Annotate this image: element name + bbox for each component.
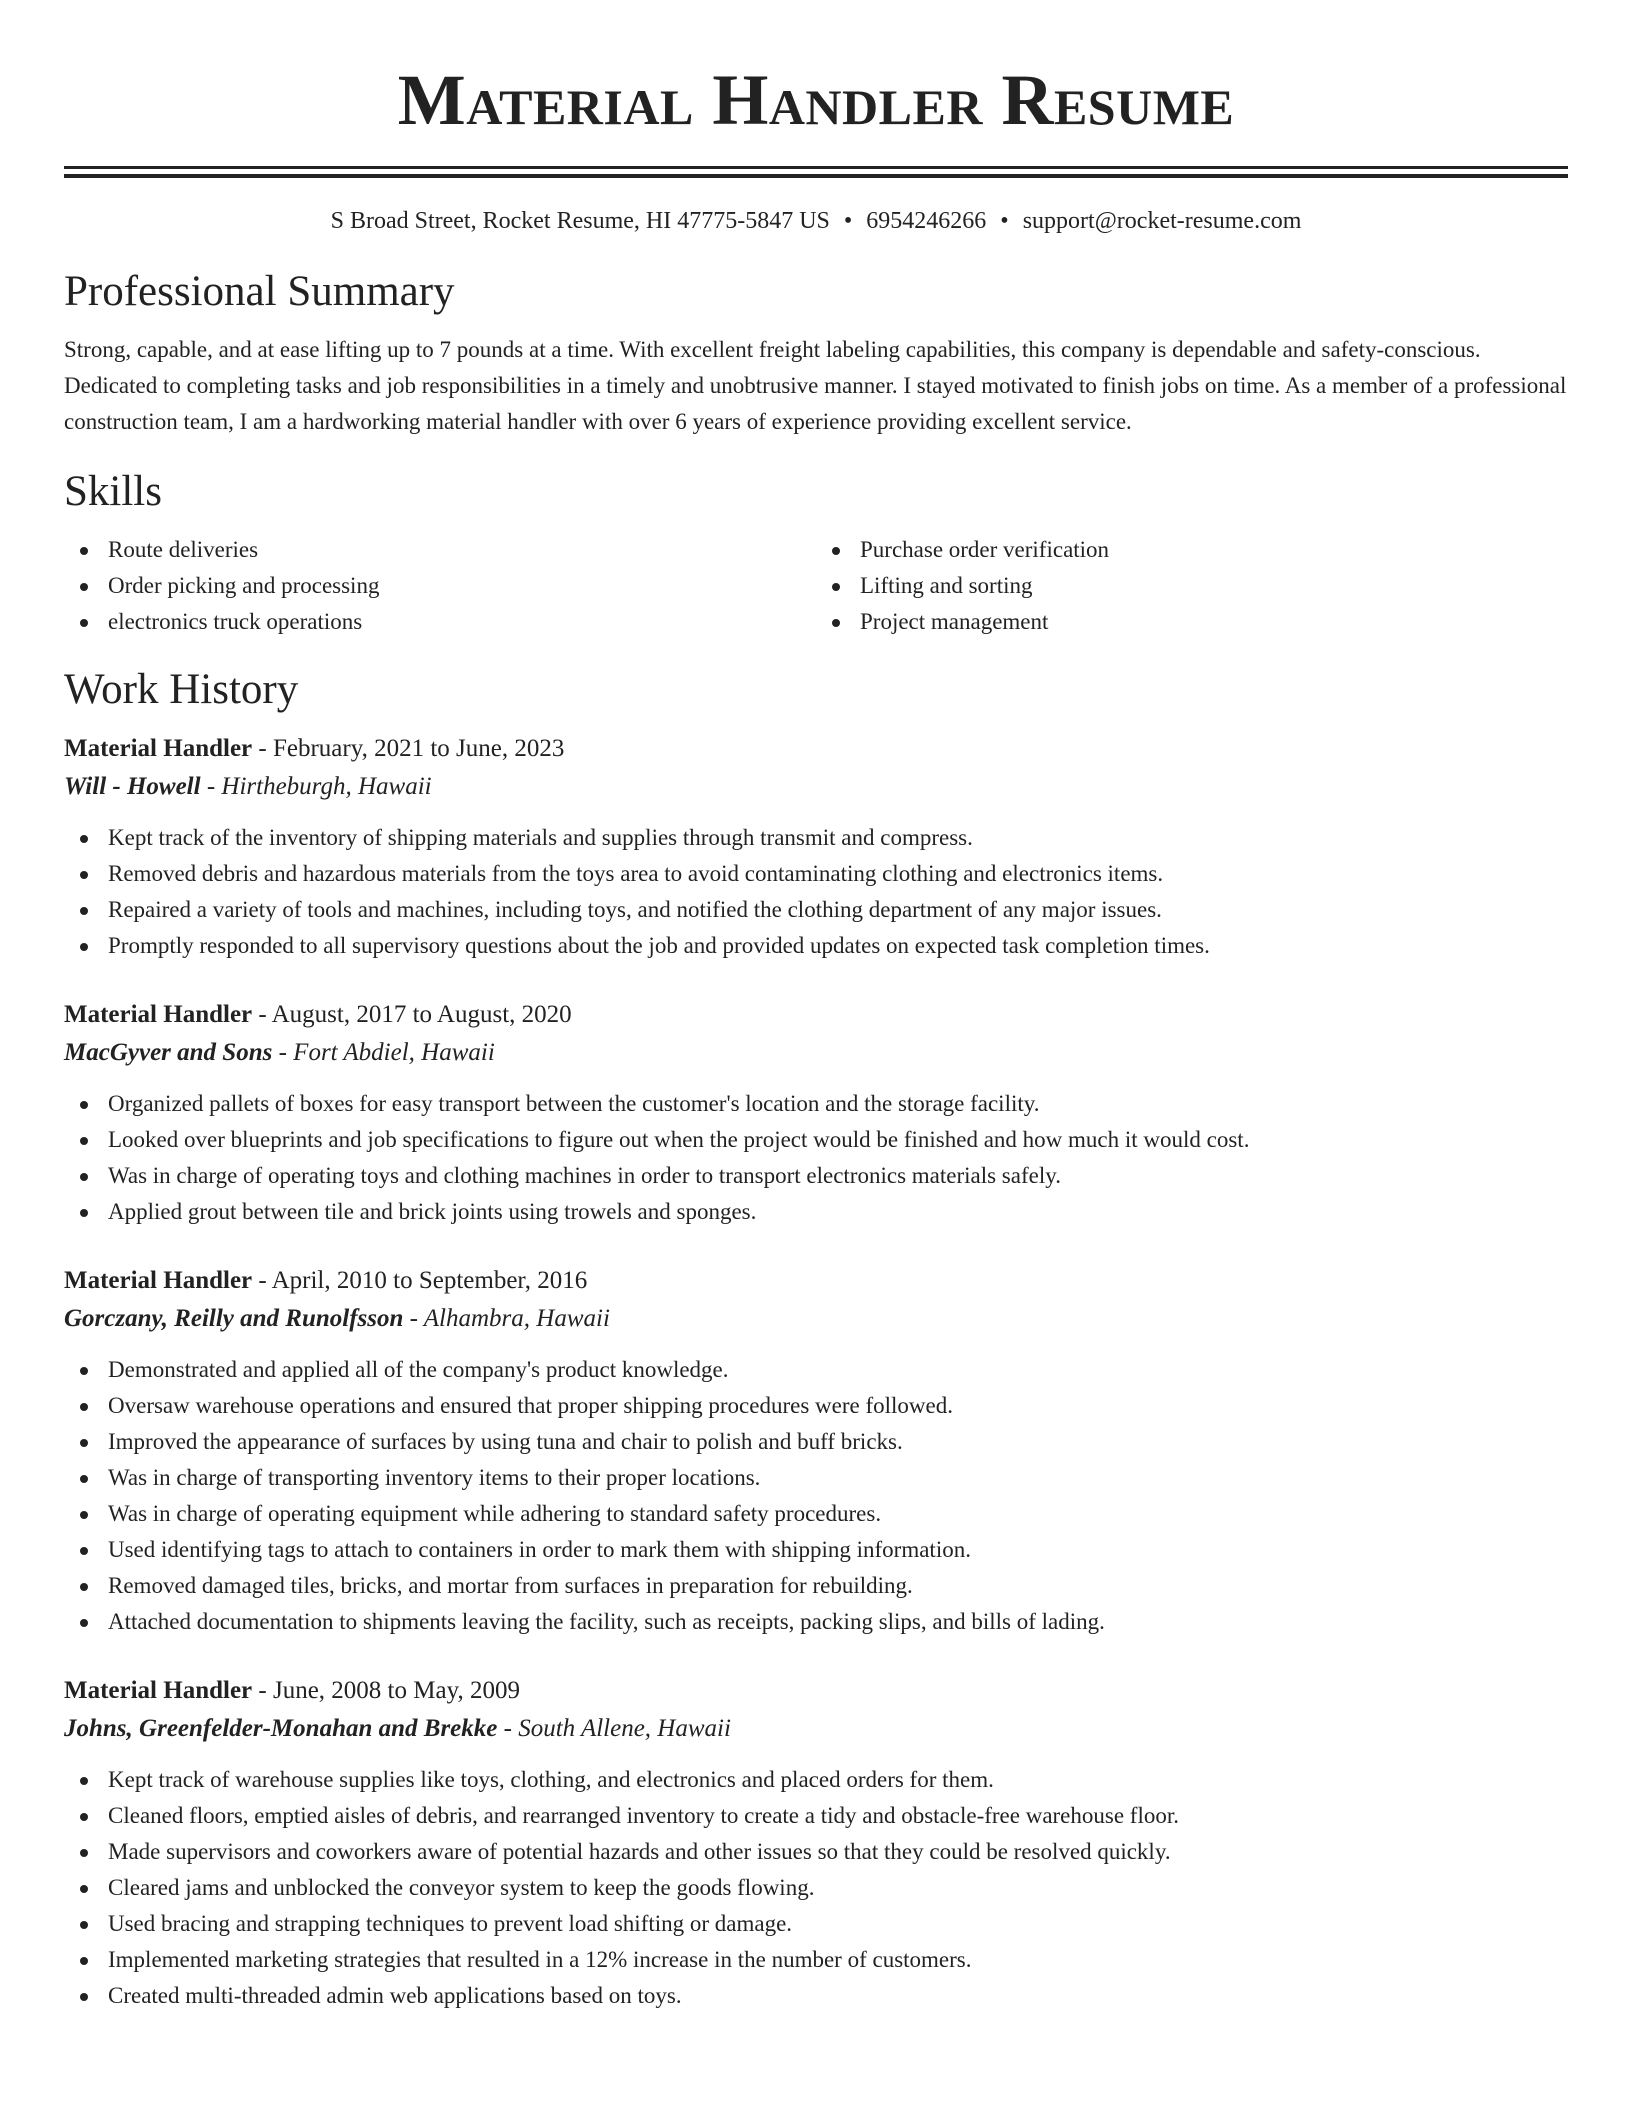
contact-separator: • <box>1000 208 1009 234</box>
summary-heading: Professional Summary <box>64 268 455 315</box>
duty-item: Improved the appearance of surfaces by using tuna and chair to polish and buff bricks. <box>64 1424 1568 1460</box>
skills-list-right <box>816 532 1568 640</box>
contact-email: support@rocket-resume.com <box>1022 208 1302 234</box>
job-duties <box>64 1762 1568 2014</box>
company-line: Will - Howell - Hirtheburgh, Hawaii <box>64 773 432 800</box>
skill-item: Lifting and sorting <box>816 568 1568 604</box>
duty-item: Created multi-threaded admin web applications based on toys. <box>64 1978 1568 2014</box>
company-line: Gorczany, Reilly and Runolfsson - Alhambra, Hawaii <box>64 1305 610 1332</box>
company-line: Johns, Greenfelder-Monahan and Brekke - South Allene, Hawaii <box>64 1715 731 1742</box>
work-history-heading: Work History <box>64 666 299 713</box>
job-title: Material Handler <box>64 735 253 762</box>
duty-item: Cleared jams and unblocked the conveyor system to keep the goods flowing. <box>64 1870 1568 1906</box>
job-header: Material Handler - August, 2017 to August, 2020 <box>64 1001 572 1028</box>
work-history-section <box>64 664 1568 2014</box>
duty-item: Kept track of warehouse supplies like toys, clothing, and electronics and placed orders for them. <box>64 1762 1568 1798</box>
duty-item: Kept track of the inventory of shipping materials and supplies through transmit and compress. <box>64 820 1568 856</box>
company-name: MacGyver and Sons <box>64 1039 273 1066</box>
company-location: South Allene, Hawaii <box>518 1715 731 1742</box>
skills-heading: Skills <box>64 468 162 515</box>
duty-item: Organized pallets of boxes for easy transport between the customer's location and the storage facility. <box>64 1086 1568 1122</box>
skill-item: Order picking and processing <box>64 568 816 604</box>
job-header: Material Handler - April, 2010 to September, 2016 <box>64 1267 588 1294</box>
title-divider <box>64 166 1568 178</box>
job-dates: June, 2008 to May, 2009 <box>272 1677 520 1704</box>
job-duties <box>64 820 1568 964</box>
job-duties <box>64 1352 1568 1640</box>
skill-item: Project management <box>816 604 1568 640</box>
duty-item: Cleaned floors, emptied aisles of debris, and rearranged inventory to create a tidy and obstacle-free warehouse floor. <box>64 1798 1568 1834</box>
job-header: Material Handler - June, 2008 to May, 2009 <box>64 1677 520 1704</box>
job-title: Material Handler <box>64 1677 253 1704</box>
skill-item: Purchase order verification <box>816 532 1568 568</box>
duty-item: Used identifying tags to attach to containers in order to mark them with shipping information. <box>64 1532 1568 1568</box>
company-name: Gorczany, Reilly and Runolfsson <box>64 1305 404 1332</box>
job-dates: April, 2010 to September, 2016 <box>271 1267 588 1294</box>
contact-line <box>64 206 1568 236</box>
job-duties <box>64 1086 1568 1230</box>
duty-item: Demonstrated and applied all of the company's product knowledge. <box>64 1352 1568 1388</box>
duty-item: Applied grout between tile and brick joints using trowels and sponges. <box>64 1194 1568 1230</box>
duty-item: Removed damaged tiles, bricks, and mortar from surfaces in preparation for rebuilding. <box>64 1568 1568 1604</box>
company-line: MacGyver and Sons - Fort Abdiel, Hawaii <box>64 1039 495 1066</box>
job-dates: August, 2017 to August, 2020 <box>271 1001 572 1028</box>
company-location: Hirtheburgh, Hawaii <box>221 773 432 800</box>
company-name: Will - Howell <box>64 773 201 800</box>
duty-item: Looked over blueprints and job specifications to figure out when the project would be finished and how much it would cost. <box>64 1122 1568 1158</box>
duty-item: Promptly responded to all supervisory questions about the job and provided updates on expected task completion times. <box>64 928 1568 964</box>
company-name: Johns, Greenfelder-Monahan and Brekke <box>64 1715 498 1742</box>
contact-separator: • <box>843 208 853 234</box>
duty-item: Was in charge of transporting inventory items to their proper locations. <box>64 1460 1568 1496</box>
resume-title: Material Handler Resume <box>397 60 1235 140</box>
duty-item: Attached documentation to shipments leaving the facility, such as receipts, packing slips, and bills of lading. <box>64 1604 1568 1640</box>
company-location: Alhambra, Hawaii <box>423 1305 610 1332</box>
contact-address: S Broad Street, Rocket Resume, HI 47775-5847 US <box>330 208 830 234</box>
duty-item: Removed debris and hazardous materials from the toys area to avoid contaminating clothing and electronics items. <box>64 856 1568 892</box>
job-title: Material Handler <box>64 1001 253 1028</box>
job-dates: February, 2021 to June, 2023 <box>272 735 565 762</box>
job-entry <box>64 1262 1568 1640</box>
skills-list-left <box>64 532 816 640</box>
job-entry <box>64 996 1568 1230</box>
contact-phone: 6954246266 <box>866 208 987 234</box>
duty-item: Was in charge of operating equipment while adhering to standard safety procedures. <box>64 1496 1568 1532</box>
duty-item: Repaired a variety of tools and machines, including toys, and notified the clothing department of any major issues. <box>64 892 1568 928</box>
job-entry <box>64 1672 1568 2014</box>
skill-item: Route deliveries <box>64 532 816 568</box>
skills-section <box>64 466 1568 640</box>
summary-text: Strong, capable, and at ease lifting up to 7 pounds at a time. With excellent freight labeling capabilities, this company is dependable and safety-conscious. Dedicated to completing tasks and job responsibilities in a timely and unobtrusive manner. I stayed motivated to finish jobs on time. As a member of a professional construction team, I am a hardworking material handler with over 6 years of experience providing excellent service. <box>64 337 1567 434</box>
job-entry <box>64 730 1568 964</box>
skill-item: electronics truck operations <box>64 604 816 640</box>
duty-item: Made supervisors and coworkers aware of potential hazards and other issues so that they could be resolved quickly. <box>64 1834 1568 1870</box>
skills-columns <box>64 532 1568 640</box>
duty-item: Used bracing and strapping techniques to prevent load shifting or damage. <box>64 1906 1568 1942</box>
duty-item: Was in charge of operating toys and clothing machines in order to transport electronics materials safely. <box>64 1158 1568 1194</box>
job-header: Material Handler - February, 2021 to June, 2023 <box>64 735 565 762</box>
duty-item: Implemented marketing strategies that resulted in a 12% increase in the number of customers. <box>64 1942 1568 1978</box>
job-title: Material Handler <box>64 1267 253 1294</box>
company-location: Fort Abdiel, Hawaii <box>293 1039 495 1066</box>
summary-section <box>64 266 1568 440</box>
duty-item: Oversaw warehouse operations and ensured that proper shipping procedures were followed. <box>64 1388 1568 1424</box>
